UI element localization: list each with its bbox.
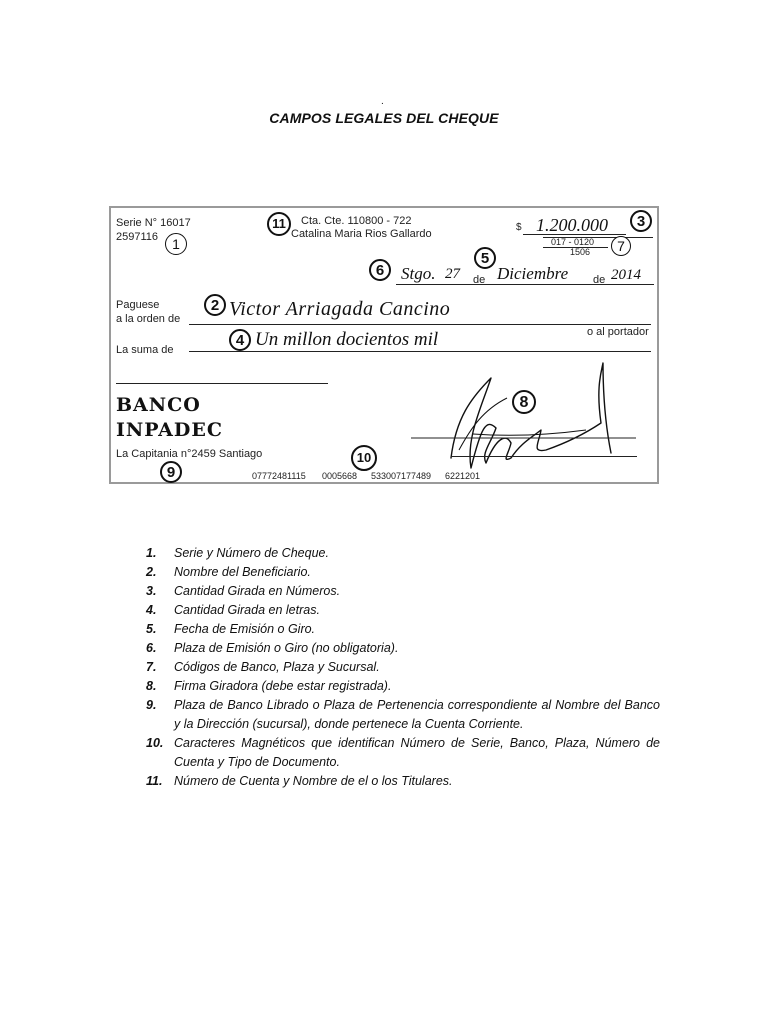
date-day: 27 [445, 266, 460, 282]
amount-words-line [189, 351, 651, 352]
marker-5: 5 [474, 247, 496, 269]
list-item: 8. Firma Giradora (debe estar registrada). [146, 679, 392, 693]
amount-numbers: 1.200.000 [536, 215, 608, 235]
date-de-2: de [593, 274, 606, 286]
marker-2: 2 [204, 294, 226, 316]
list-item: 1. Serie y Número de Cheque. [146, 546, 329, 560]
account-number: Cta. Cte. 110800 - 722 [301, 215, 412, 227]
bank-top-line [116, 383, 328, 384]
bank-code: 017 - 0120 [551, 237, 595, 247]
page-dot: . [381, 96, 384, 107]
marker-10: 10 [351, 445, 377, 471]
micr-code-3: 533007177489 [371, 471, 432, 481]
date-place: Stgo. [401, 264, 436, 283]
micr-code-1: 07772481115 [252, 471, 306, 481]
list-item: 7. Códigos de Banco, Plaza y Sucursal. [146, 660, 380, 674]
list-item: 6. Plaza de Emisión o Giro (no obligatoria). [146, 641, 399, 655]
cheque-image [109, 206, 659, 484]
payee-name: Victor Arriagada Cancino [229, 298, 451, 320]
signature [411, 358, 641, 478]
paguese-label-2: a la orden de [116, 313, 181, 325]
marker-6: 6 [369, 259, 391, 281]
list-item: 4. Cantidad Girada en letras. [146, 603, 320, 617]
bank-name-2: INPADEC [116, 419, 223, 441]
account-holder: Catalina Maria Rios Gallardo [291, 228, 432, 240]
amount-line [523, 234, 626, 235]
amount-words: Un millon docientos mil [255, 329, 439, 350]
list-item: 9. Plaza de Banco Librado o Plaza de Pertenencia correspondiente al Nombre del Banco y la Dirección (sucursal), donde pertenece la Cuenta Corriente. [146, 698, 660, 731]
micr-code-4: 6221201 [445, 471, 481, 481]
date-month: Diciembre [497, 264, 569, 283]
marker-8: 8 [512, 390, 536, 414]
signature-line [451, 456, 637, 457]
paguese-label-1: Paguese [116, 299, 160, 311]
date-de-1: de [473, 274, 486, 286]
marker-7: 7 [611, 236, 631, 256]
page-title: CAMPOS LEGALES DEL CHEQUE [269, 110, 499, 126]
marker-4: 4 [229, 329, 251, 351]
list-item: 5. Fecha de Emisión o Giro. [146, 622, 316, 636]
date-year: 2014 [611, 267, 641, 283]
list-item: 2. Nombre del Beneficiario. [146, 565, 311, 579]
bank-name-1: BANCO [116, 394, 201, 416]
marker-1: 1 [165, 233, 187, 255]
marker-9: 9 [160, 461, 182, 483]
list-item: 10. Caracteres Magnéticos que identifican Número de Serie, Banco, Plaza, Número de Cuenta y Tipo de Documento. [146, 736, 660, 769]
bearer-label: o al portador [587, 326, 649, 338]
bank-address: La Capitania n°2459 Santiago [116, 448, 263, 460]
date-line [396, 284, 654, 285]
payee-line [189, 324, 651, 325]
micr-code-2: 0005668 [322, 471, 358, 481]
serie-label: Serie N° 16017 [116, 217, 191, 229]
branch-code: 1506 [570, 247, 591, 257]
serie-number: 2597116 [116, 231, 159, 243]
list-item: 3. Cantidad Girada en Números. [146, 584, 341, 598]
marker-11: 11 [267, 212, 291, 236]
marker-3: 3 [630, 210, 652, 232]
list-item: 11. Número de Cuenta y Nombre de el o los Titulares. [146, 774, 453, 788]
amount-words-label: La suma de [116, 344, 174, 356]
fields-list [146, 544, 660, 791]
currency-sign: $ [516, 222, 522, 233]
